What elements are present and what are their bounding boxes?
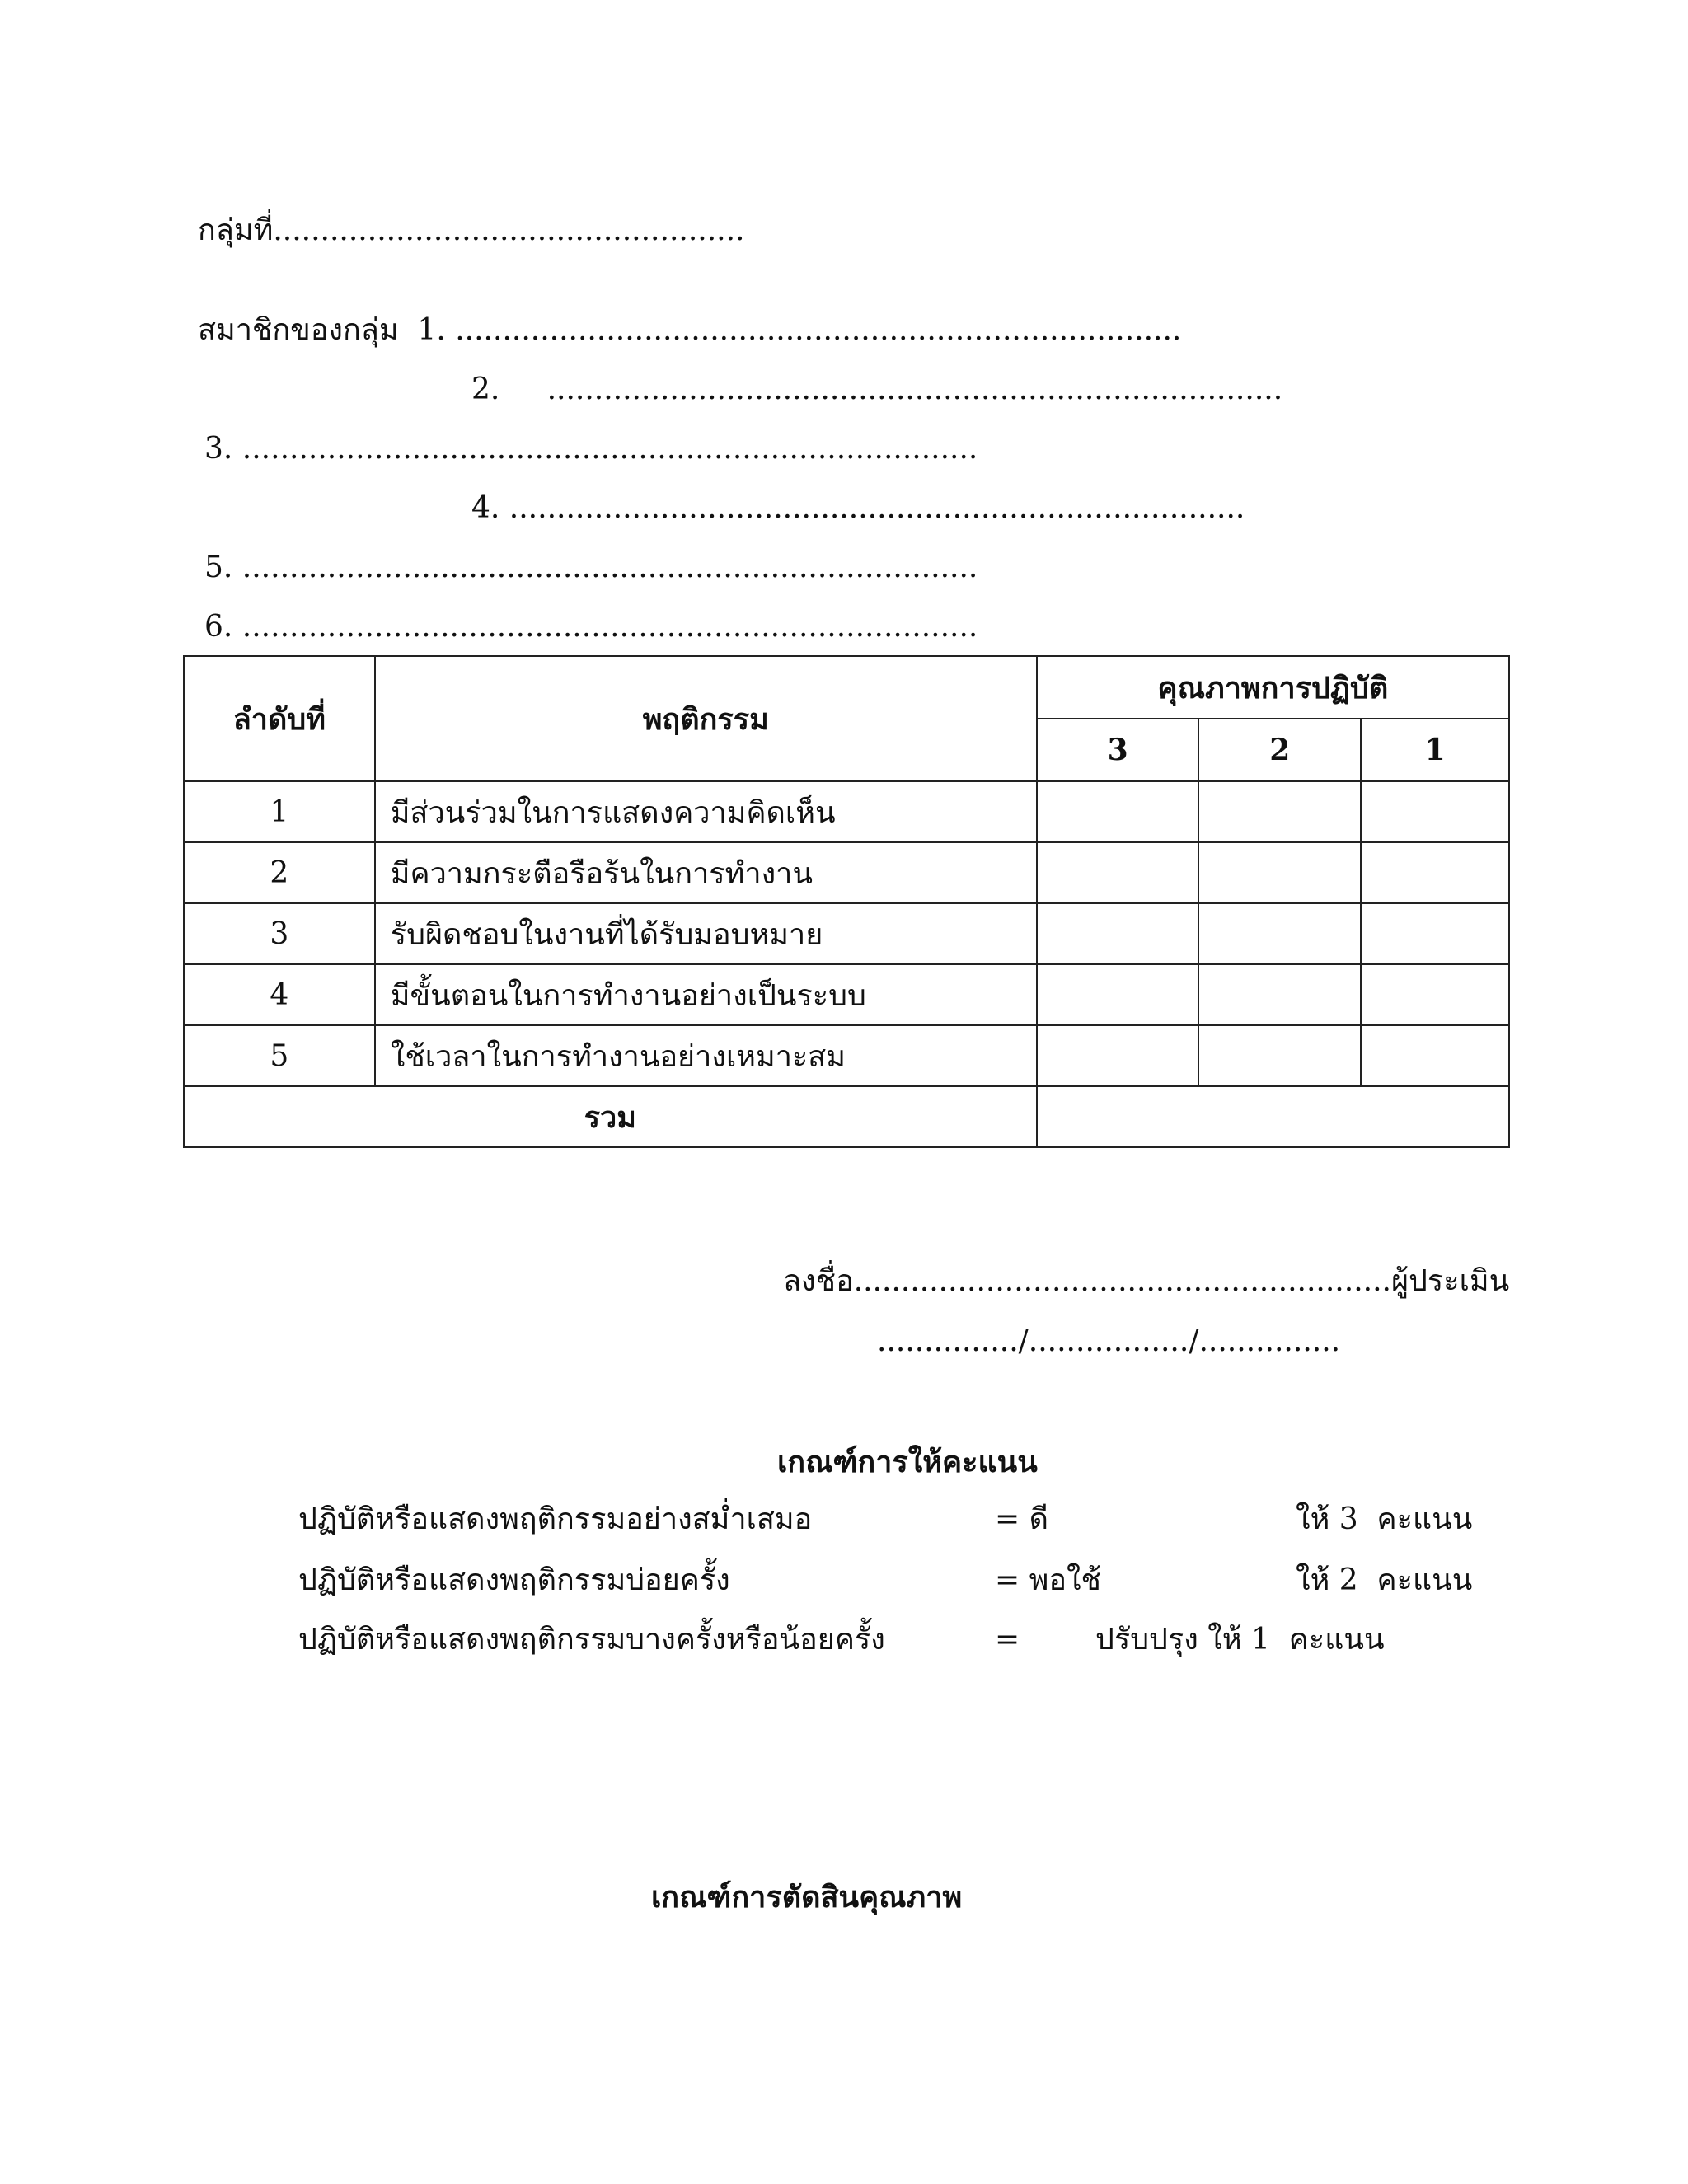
members-label-line: สมาชิกของกลุ่ม 1. ............................................................................. [198,313,1182,347]
behavior-assessment-table [183,655,1510,1148]
member-3-line: 3. .............................................................................. [204,432,978,466]
criteria-desc-3: ปฏิบัติหรือแสดงพฤติกรรมบางครั้งหรือน้อยครั้ง [298,1623,885,1657]
quality-judgement-title: เกณฑ์การตัดสินคุณภาพ [651,1880,963,1915]
table-row [184,1025,1509,1086]
score-cell-2[interactable] [1198,1025,1361,1086]
member-2-line: 2. .............................................................................. [471,373,1283,406]
score-cell-3[interactable] [1037,903,1199,964]
score-cell-3[interactable] [1037,964,1199,1025]
table-row [184,903,1509,964]
score-cell-1[interactable] [1361,1025,1509,1086]
row-number: 2 [184,842,375,903]
score-cell-2[interactable] [1198,781,1361,842]
table-row [184,842,1509,903]
score-cell-3[interactable] [1037,842,1199,903]
row-behavior: ใช้เวลาในการทำงานอย่างเหมาะสม [375,1025,1037,1086]
criteria-desc-1: ปฏิบัติหรือแสดงพฤติกรรมอย่างสม่ำเสมอ [298,1502,813,1536]
header-score-1: 1 [1361,719,1509,781]
table-row [184,781,1509,842]
criteria-score-1: ให้ 3 คะแนน [1296,1502,1473,1536]
criteria-level-2: = พอใช้ [995,1563,1101,1597]
total-label: รวม [184,1086,1037,1147]
row-number: 5 [184,1025,375,1086]
row-behavior: มีขั้นตอนในการทำงานอย่างเป็นระบบ [375,964,1037,1025]
member-6-line: 6. .............................................................................. [204,610,978,644]
row-number: 1 [184,781,375,842]
score-cell-1[interactable] [1361,842,1509,903]
score-cell-3[interactable] [1037,781,1199,842]
total-row [184,1086,1509,1147]
criteria-level-3: = [995,1623,1020,1657]
header-score-3: 3 [1037,719,1199,781]
signature-line: ลงชื่อ.........................................................ผู้ประเมิน [783,1264,1510,1298]
group-number-line: กลุ่มที่.................................................. [198,213,745,247]
score-cell-1[interactable] [1361,903,1509,964]
row-behavior: รับผิดชอบในงานที่ได้รับมอบหมาย [375,903,1037,964]
score-cell-1[interactable] [1361,781,1509,842]
criteria-score-3: ปรับปรุง ให้ 1 คะแนน [1095,1623,1385,1657]
score-cell-1[interactable] [1361,964,1509,1025]
member-4-line: 4. .............................................................................. [471,491,1245,525]
score-cell-2[interactable] [1198,964,1361,1025]
row-number: 3 [184,903,375,964]
date-line: .............../................./............... [877,1324,1341,1358]
scoring-criteria-title: เกณฑ์การให้คะแนน [777,1445,1038,1479]
header-behavior: พฤติกรรม [375,656,1037,781]
member-5-line: 5. .............................................................................. [204,551,978,584]
row-behavior: มีความกระตือรือร้นในการทำงาน [375,842,1037,903]
header-order: ลำดับที่ [184,656,375,781]
header-score-2: 2 [1198,719,1361,781]
score-cell-2[interactable] [1198,842,1361,903]
table-row [184,964,1509,1025]
score-cell-2[interactable] [1198,903,1361,964]
row-number: 4 [184,964,375,1025]
criteria-desc-2: ปฏิบัติหรือแสดงพฤติกรรมบ่อยครั้ง [298,1563,730,1597]
total-score-cell[interactable] [1037,1086,1509,1147]
header-quality: คุณภาพการปฏิบัติ [1037,656,1509,719]
row-behavior: มีส่วนร่วมในการแสดงความคิดเห็น [375,781,1037,842]
score-cell-3[interactable] [1037,1025,1199,1086]
criteria-level-1: = ดี [995,1502,1048,1536]
criteria-score-2: ให้ 2 คะแนน [1296,1563,1473,1597]
